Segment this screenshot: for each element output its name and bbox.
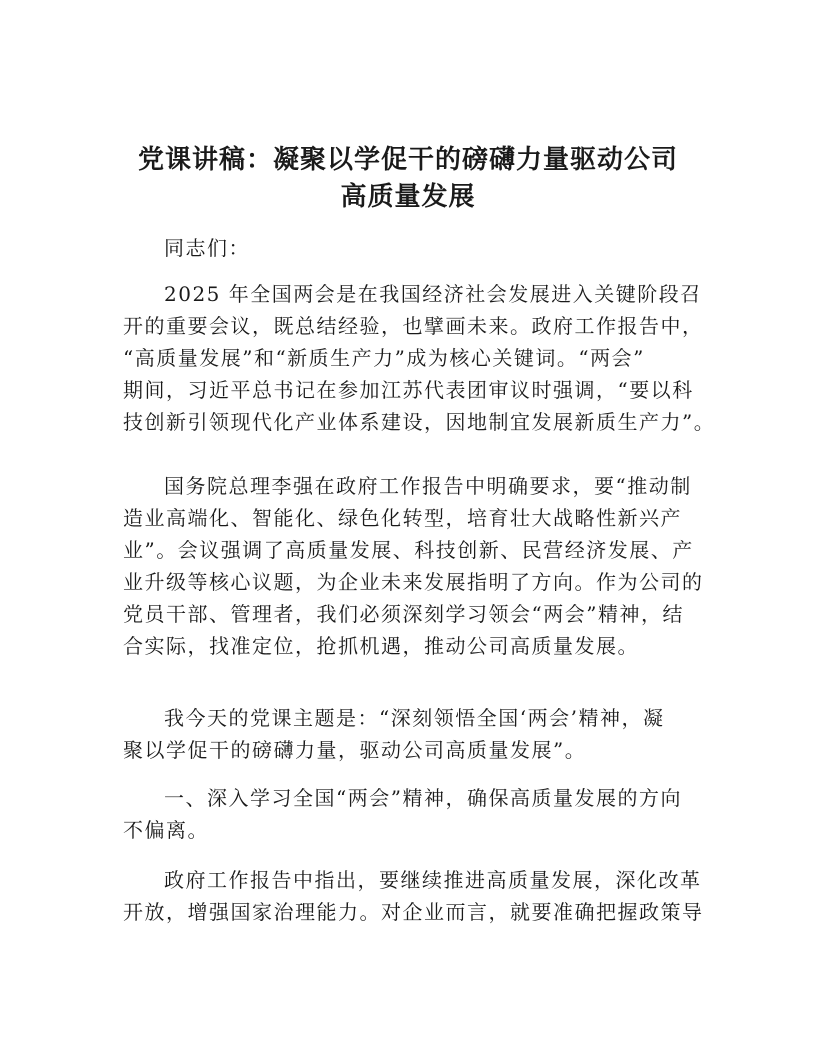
paragraph-line: 开的重要会议，既总结经验，也擘画未来。政府工作报告中， — [123, 314, 704, 338]
paragraph-line: 一、深入学习全国“两会”精神，确保高质量发展的方向 — [164, 786, 682, 810]
paragraph-5 — [123, 864, 713, 928]
paragraph-line: 造业高端化、智能化、绿色化转型，培育壮大战略性新兴产 — [123, 506, 682, 530]
paragraph-line: 合实际，找准定位，抢抓机遇，推动公司高质量发展。 — [123, 634, 639, 658]
paragraph-line: 我今天的党课主题是：“深刻领悟全国‘两会’精神，凝 — [164, 706, 665, 730]
paragraph-line: 业”。会议强调了高质量发展、科技创新、民营经济发展、产 — [123, 538, 694, 562]
paragraph-line: 开放，增强国家治理能力。对企业而言，就要准确把握政策导 — [123, 900, 704, 924]
paragraph-line: 不偏离。 — [123, 818, 209, 842]
paragraph-line: 技创新引领现代化产业体系建设，因地制宜发展新质生产力”。 — [123, 410, 716, 434]
paragraph-1 — [123, 278, 716, 438]
paragraph-line: 业升级等核心议题，为企业未来发展指明了方向。作为公司的 — [123, 570, 704, 594]
section-heading-1 — [123, 782, 713, 846]
salutation — [123, 232, 713, 264]
paragraph-2 — [123, 470, 713, 662]
paragraph-line: 政府工作报告中指出，要继续推进高质量发展，深化改革 — [164, 868, 702, 892]
document-title-line-1: 党课讲稿：凝聚以学促干的磅礴力量驱动公司 — [137, 145, 678, 175]
paragraph-line: 国务院总理李强在政府工作报告中明确要求，要“推动制 — [164, 474, 692, 498]
salutation-text: 同志们： — [164, 236, 250, 260]
paragraph-line: “高质量发展”和“新质生产力”成为核心关键词。“两会” — [123, 346, 645, 370]
paragraph-line: 2025 年全国两会是在我国经济社会发展进入关键阶段召 — [164, 282, 702, 306]
paragraph-line: 党员干部、管理者，我们必须深刻学习领会“两会”精神，结 — [123, 602, 684, 626]
paragraph-3 — [123, 702, 713, 766]
document-title-line-2: 高质量发展 — [340, 182, 476, 212]
paragraph-line: 聚以学促干的磅礴力量，驱动公司高质量发展”。 — [123, 738, 587, 762]
paragraph-line: 期间，习近平总书记在参加江苏代表团审议时强调，“要以科 — [123, 378, 694, 402]
